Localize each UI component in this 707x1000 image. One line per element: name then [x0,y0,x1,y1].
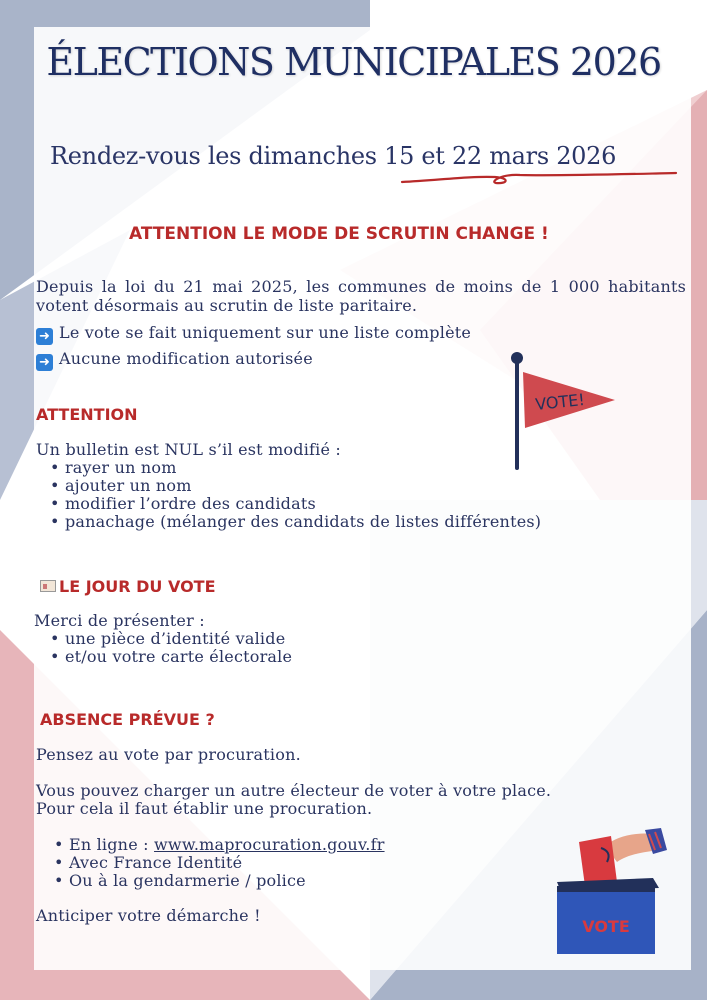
attention-section [36,441,676,531]
absence-heading: ABSENCE PRÉVUE ? [40,710,215,729]
list-item: • une pièce d’identité valide [50,630,534,648]
election-dates: Rendez-vous les dimanches 15 et 22 mars 2026 [50,142,617,170]
rules-list [36,323,556,371]
vote-day-lead: Merci de présenter : [34,611,205,630]
rule-item: ➜ Aucune modification autorisée [36,349,556,371]
vote-day-list [34,630,534,666]
maprocuration-link[interactable]: www.maprocuration.gouv.fr [154,835,385,854]
list-item: • et/ou votre carte électorale [50,648,534,666]
page-title: ÉLECTIONS MUNICIPALES 2026 [46,40,661,84]
list-item: • Ou à la gendarmerie / police [54,872,534,890]
absence-p2: Vous pouvez charger un autre électeur de voter à votre place. Pour cela il faut établir une procuration. [36,781,552,818]
attention-list [36,459,676,531]
attention-heading: ATTENTION [36,405,138,424]
list-item: • panachage (mélanger des candidats de listes différentes) [50,513,676,531]
list-item: • modifier l’ordre des candidats [50,495,676,513]
list-item: • ajouter un nom [50,477,676,495]
flag-text: VOTE! [534,389,586,415]
closing-text: Anticiper votre démarche ! [36,906,261,925]
procuration-list [54,836,534,890]
rule-item: ➜ Le vote se fait uniquement sur une liste complète [36,323,556,345]
list-item: • Avec France Identité [54,854,534,872]
ballot-box-illustration [545,828,670,958]
id-card-icon [40,580,56,592]
intro-paragraph: Depuis la loi du 21 mai 2025, les communes de moins de 1 000 habitants votent désormais au scrutin de liste paritaire. [36,277,686,315]
list-item: • rayer un nom [50,459,676,477]
right-arrow-icon: ➜ [36,354,53,371]
vote-day-heading: LE JOUR DU VOTE [40,577,216,596]
attention-lead: Un bulletin est NUL s’il est modifié : [36,440,342,459]
scrutin-change-heading: ATTENTION LE MODE DE SCRUTIN CHANGE ! [129,224,549,244]
underline-squiggle [400,168,680,190]
absence-p1: Pensez au vote par procuration. [36,745,301,764]
ballot-box-label: VOTE [582,917,630,936]
vote-day-section [34,612,534,666]
right-arrow-icon: ➜ [36,328,53,345]
list-item: • En ligne : www.maprocuration.gouv.fr [54,836,534,854]
